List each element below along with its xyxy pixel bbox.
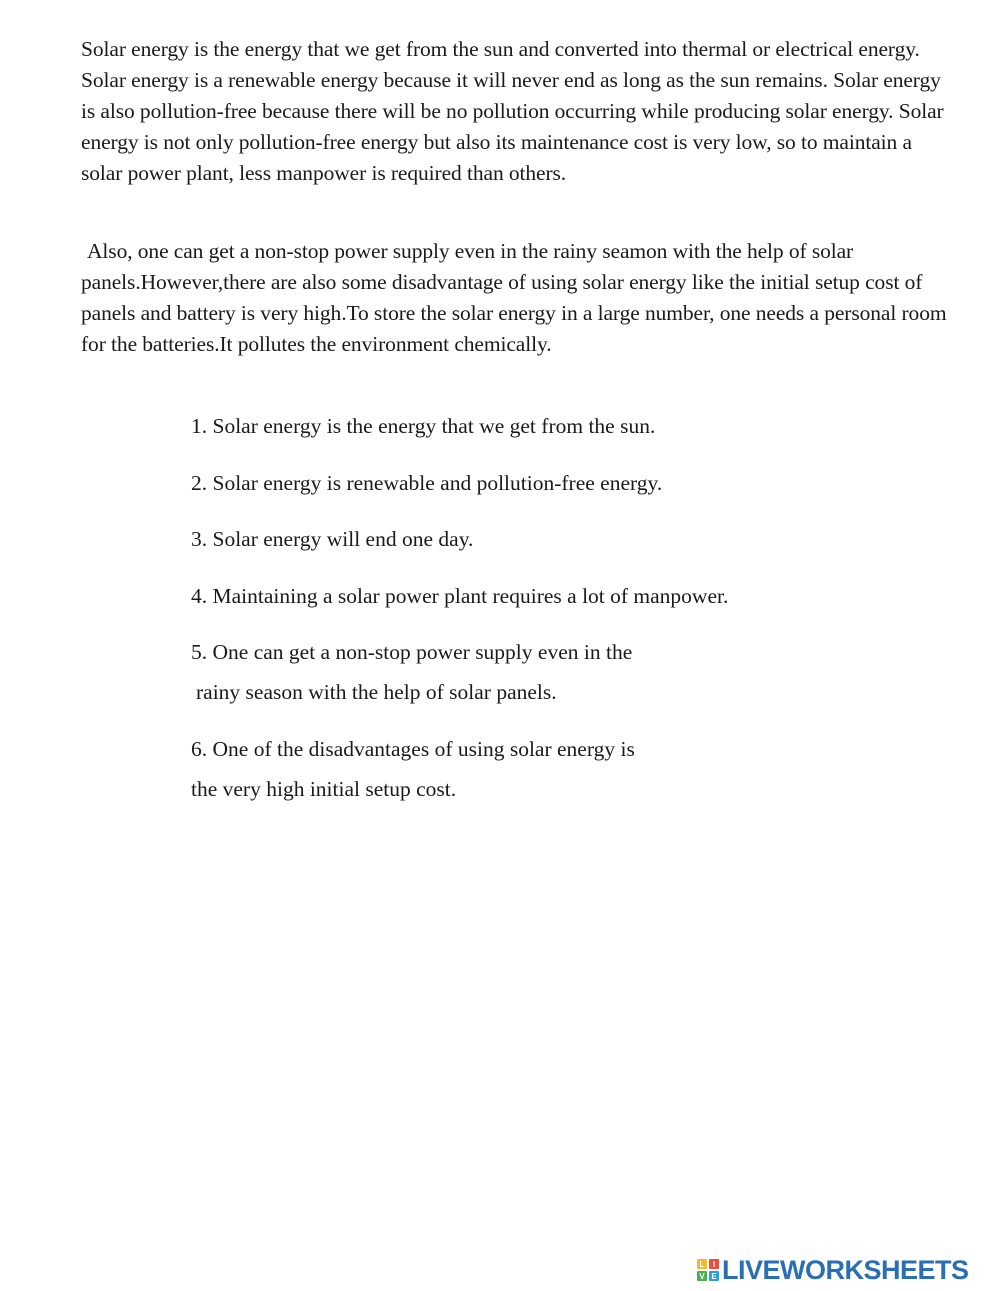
statement-text: 4. Maintaining a solar power plant requires a lot of manpower. bbox=[191, 583, 729, 608]
statement-text-continued: rainy season with the help of solar panels. bbox=[196, 680, 557, 704]
statement-text: 3. Solar energy will end one day. bbox=[191, 527, 474, 551]
statement-text: 1. Solar energy is the energy that we get from the sun. bbox=[191, 414, 656, 438]
statement-item[interactable] bbox=[191, 729, 891, 809]
statement-text: 2. Solar energy is renewable and pollution-free energy. bbox=[191, 470, 663, 495]
paragraph-intro: Solar energy is the energy that we get from the sun and converted into thermal or electrical energy. Solar energy is a renewable energy because it will never end as long as the sun remains. Solar energy is also pollution-free because there will be no pollution occurring while producing solar energy. Solar energy is not only pollution-free energy but also its maintenance cost is very low, so to maintain a solar power plant, less manpower is required than others. bbox=[81, 37, 944, 185]
logo-mark-letter: E bbox=[709, 1271, 719, 1281]
paragraph-advantages-disadvantages: Also, one can get a non-stop power supply even in the rainy seamon with the help of solar panels.However,there are also some disadvantage of using solar energy like the initial setup cost of panels and battery is very high.To store the solar energy in a large number, one needs a personal room for the batteries.It pollutes the environment chemically. bbox=[81, 239, 947, 356]
statement-item[interactable] bbox=[191, 406, 891, 446]
logo-mark-letter: V bbox=[697, 1271, 707, 1281]
statement-text-continued: the very high initial setup cost. bbox=[191, 776, 457, 801]
statement-item[interactable] bbox=[191, 463, 891, 503]
logo-mark-letter: I bbox=[709, 1259, 719, 1269]
liveworksheets-logo[interactable] bbox=[697, 1253, 969, 1287]
statement-item[interactable] bbox=[191, 519, 891, 559]
logo-mark-letter: L bbox=[697, 1259, 707, 1269]
logo-mark-icon bbox=[697, 1259, 719, 1281]
statement-text: 5. One can get a non-stop power supply even in the bbox=[191, 640, 633, 664]
statement-item[interactable] bbox=[191, 632, 891, 712]
statement-list bbox=[191, 406, 891, 825]
statement-text: 6. One of the disadvantages of using solar energy is bbox=[191, 736, 635, 761]
logo-wordmark: LIVEWORKSHEETS bbox=[722, 1254, 969, 1285]
statement-item[interactable] bbox=[191, 576, 891, 616]
